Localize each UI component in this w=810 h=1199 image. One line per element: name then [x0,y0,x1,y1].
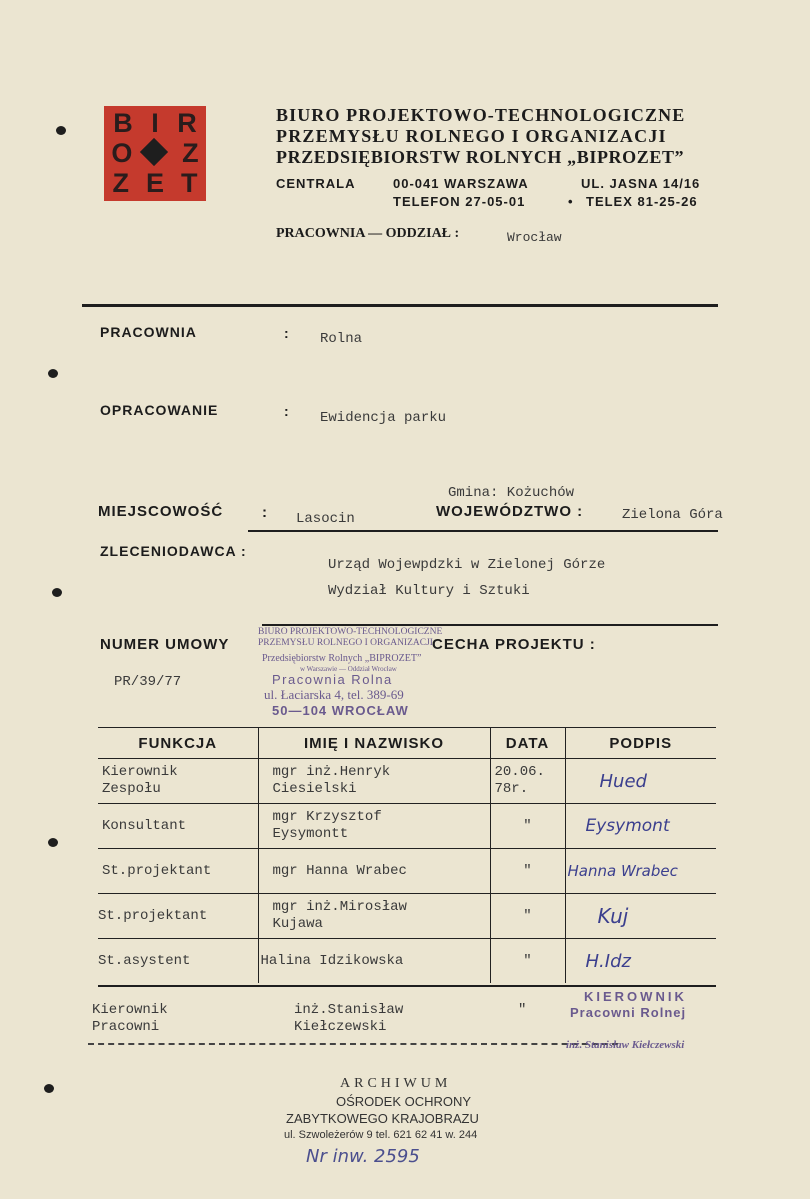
office-stamp-line7: 50—104 WROCŁAW [272,703,409,718]
punch-hole-mark [56,126,66,135]
signature: H.Idz [585,950,631,972]
pracownia-value: Rolna [320,331,363,347]
table-row [98,759,716,804]
column-header: FUNKCJA [98,728,258,759]
header-divider [82,304,718,307]
gmina-value: Gmina: Kożuchów [448,485,575,501]
funkcja-cell: Konsultant [102,817,187,834]
archive-stamp-line1: ARCHIWUM [340,1076,452,1091]
funkcja-cell: St.projektant [102,862,212,879]
date-cell: 20.06. 78r. [494,764,545,797]
table-row [98,804,716,849]
table-row [98,849,716,894]
zleceniodawca-line2: Wydział Kultury i Sztuki [328,583,530,599]
zleceniodawca-line1: Urząd Wojewpdzki w Zielonej Górze [328,557,606,573]
office-stamp-line1: BIURO PROJEKTOWO-TECHNOLOGICZNE [258,627,443,637]
signatures-table [98,727,716,983]
name-cell: Halina Idzikowska [260,952,404,969]
logo-letter: Z [182,138,199,168]
kierownik-name: inż.Stanisław Kiełczewski [294,1002,404,1035]
office-stamp-line5: Pracownia Rolna [272,672,393,687]
date-cell: " [523,862,532,879]
wojewodztwo-label: WOJEWÓDZTWO : [436,503,584,520]
name-cell: mgr Krzysztof Eysymontt [272,809,382,842]
office-stamp-line2: PRZEMYSŁU ROLNEGO I ORGANIZACJI [258,638,433,648]
header-title-line3: PRZEDSIĘBIORSTW ROLNYCH „BIPROZET” [276,147,685,167]
name-cell: mgr inż.Mirosław Kujawa [272,899,407,932]
logo-letter: O [111,138,133,168]
funkcja-cell: Kierownik Zespołu [102,764,178,797]
punch-hole-mark [44,1084,54,1093]
miejscowosc-value: Lasocin [296,511,355,527]
date-cell: " [523,817,532,834]
funkcja-cell: St.asystent [98,952,191,969]
branch-value: Wrocław [507,230,562,245]
column-header: DATA [490,728,565,759]
branch-label: PRACOWNIA — ODDZIAŁ : [276,226,460,241]
logo-letter: T [180,168,198,198]
column-header: IMIĘ I NAZWISKO [258,728,490,759]
logo-letter: I [151,108,159,138]
header-title-line2: PRZEMYSŁU ROLNEGO I ORGANIZACJI [276,126,667,146]
punch-hole-mark [48,838,58,847]
date-cell: " [523,952,532,969]
kierownik-stamp-name: inż. Stanisław Kiełczewski [566,1039,685,1051]
numer-umowy-label: NUMER UMOWY [100,636,230,653]
signature: Kuj [597,904,629,928]
archive-stamp-line2: OŚRODEK OCHRONY [336,1094,472,1109]
pracownia-label: PRACOWNIA [100,324,197,340]
header-title-line1: BIURO PROJEKTOWO-TECHNOLOGICZNE [276,105,686,125]
header-address-city: 00-041 WARSZAWA [393,176,529,191]
header-centrala: CENTRALA [276,176,356,191]
table-row [98,894,716,939]
signature: Hued [599,770,647,792]
wojewodztwo-value: Zielona Góra [622,507,723,523]
logo-letter: R [177,108,197,138]
kierownik-funkcja: Kierownik Pracowni [92,1002,168,1035]
biprozet-logo [104,106,206,201]
miejscowosc-label: MIEJSCOWOŚĆ [98,503,224,520]
bullet-separator: • [568,194,573,209]
punch-hole-mark [52,588,62,597]
logo-letter: E [145,168,164,198]
signature: Eysymont [585,816,670,836]
funkcja-cell: St.projektant [98,907,208,924]
header-telex: TELEX 81-25-26 [586,194,698,209]
name-cell: mgr inż.Henryk Ciesielski [272,764,391,797]
office-stamp-line3: Przedsiębiorstw Rolnych „BIPROZET” [262,653,422,664]
table-bottom-line [98,985,716,987]
field-divider [248,530,718,532]
logo-letter: B [113,108,133,138]
date-cell: " [523,907,532,924]
cecha-projektu-label: CECHA PROJEKTU : [432,636,596,653]
kierownik-date: " [518,1002,527,1018]
archive-stamp-line4: ul. Szwoleżerów 9 tel. 621 62 41 w. 244 [284,1129,478,1141]
kierownik-stamp-sub: Pracowni Rolnej [570,1005,687,1020]
archive-stamp-line3: ZABYTKOWEGO KRAJOBRAZU [286,1111,479,1126]
numer-umowy-value: PR/39/77 [114,674,182,690]
opracowanie-value: Ewidencja parku [320,410,447,426]
zleceniodawca-label: ZLECENIODAWCA : [100,543,247,559]
header-phone: TELEFON 27-05-01 [393,194,526,209]
logo-letter: Z [112,168,129,198]
field-divider [262,624,718,626]
header-address-street: UL. JASNA 14/16 [581,176,701,191]
name-cell: mgr Hanna Wrabec [272,862,407,879]
dashed-line [88,1043,618,1045]
office-stamp-line6: ul. Łaciarska 4, tel. 389-69 [264,687,404,702]
colon: : [284,403,289,419]
column-header: PODPIS [565,728,716,759]
inventory-number-handwritten: Nr inw. 2595 [306,1146,420,1167]
signature: Hanna Wrabec [567,862,678,880]
colon: : [262,504,267,521]
office-stamp-line4: w Warszawie — Oddział Wrocław [300,665,397,673]
punch-hole-mark [48,369,58,378]
colon: : [284,325,289,341]
opracowanie-label: OPRACOWANIE [100,402,219,418]
kierownik-stamp-title: KIEROWNIK [584,989,687,1004]
table-header-row [98,728,716,759]
table-row [98,939,716,984]
